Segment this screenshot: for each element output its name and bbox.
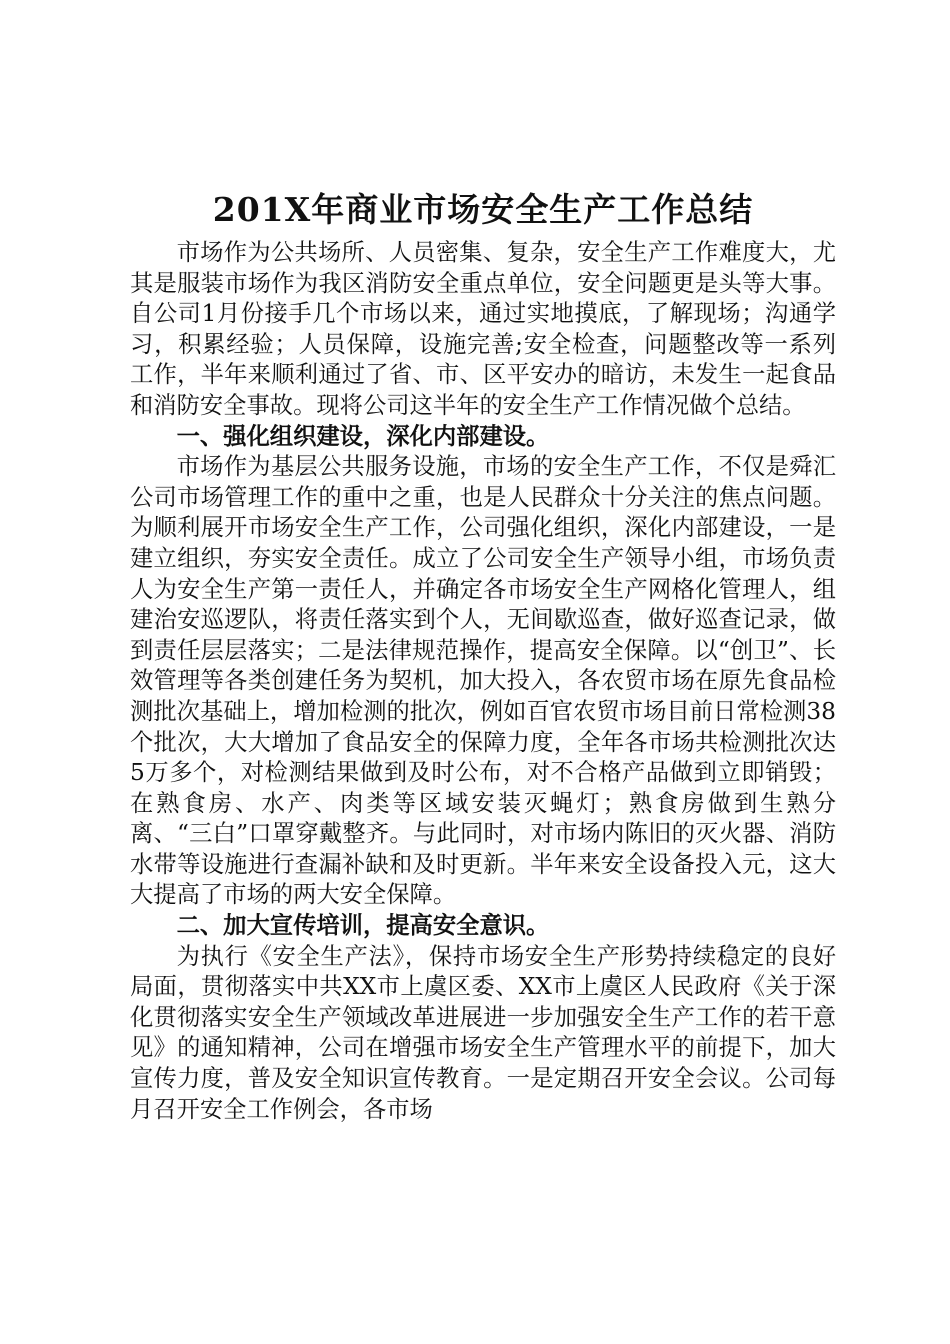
section-body-2: 为执行《安全生产法》，保持市场安全生产形势持续稳定的良好局面，贯彻落实中共XX市上虞区委、XX市上虞区人民政府《关于深化贯彻落实安全生产领域改革进展进一步加强安全生产工作的若干意见》的通知精神，公司在增强市场安全生产管理水平的前提下，加大宣传力度，普及安全知识宣传教育。一是定期召开安全会议。公司每月召开安全工作例会，各市场: [130, 942, 836, 1123]
intro-paragraph: 市场作为公共场所、人员密集、复杂，安全生产工作难度大，尤其是服装市场作为我区消防安全重点单位，安全问题更是头等大事。自公司1月份接手几个市场以来，通过实地摸底，了解现场；沟通学习，积累经验；人员保障，设施完善;安全检查，问题整改等一系列工作，半年来顺利通过了省、市、区平安办的暗访，未发生一起食品和消防安全事故。现将公司这半年的安全生产工作情况做个总结。: [130, 239, 836, 419]
section-body-1: 市场作为基层公共服务设施，市场的安全生产工作，不仅是舜汇公司市场管理工作的重中之重，也是人民群众十分关注的焦点问题。为顺利展开市场安全生产工作，公司强化组织，深化内部建设，一是建立组织，夯实安全责任。成立了公司安全生产领导小组，市场负责人为安全生产第一责任人，并确定各市场安全生产网格化管理人，组建治安巡逻队，将责任落实到个人，无间歇巡查，做好巡查记录，做到责任层层落实；二是法律规范操作，提高安全保障。以“创卫”、长效管理等各类创建任务为契机，加大投入，各农贸市场在原先食品检测批次基础上，增加检测的批次，例如百官农贸市场目前日常检测38个批次，大大增加了食品安全的保障力度，全年各市场共检测批次达5万多个，对检测结果做到及时公布，对不合格产品做到立即销毁；在熟食房、水产、肉类等区域安装灭蝇灯；熟食房做到生熟分离、“三白”口罩穿戴整齐。与此同时，对市场内陈旧的灭火器、消防水带等设施进行查漏补缺和及时更新。半年来安全设备投入元，这大大提高了市场的两大安全保障。: [130, 453, 836, 909]
document-title: 201X年商业市场安全生产工作总结: [212, 190, 754, 229]
section-heading-2: 二、加大宣传培训，提高安全意识。: [176, 912, 550, 940]
document-content: [130, 188, 836, 1125]
section-heading-1: 一、强化组织建设，深化内部建设。: [176, 422, 550, 450]
